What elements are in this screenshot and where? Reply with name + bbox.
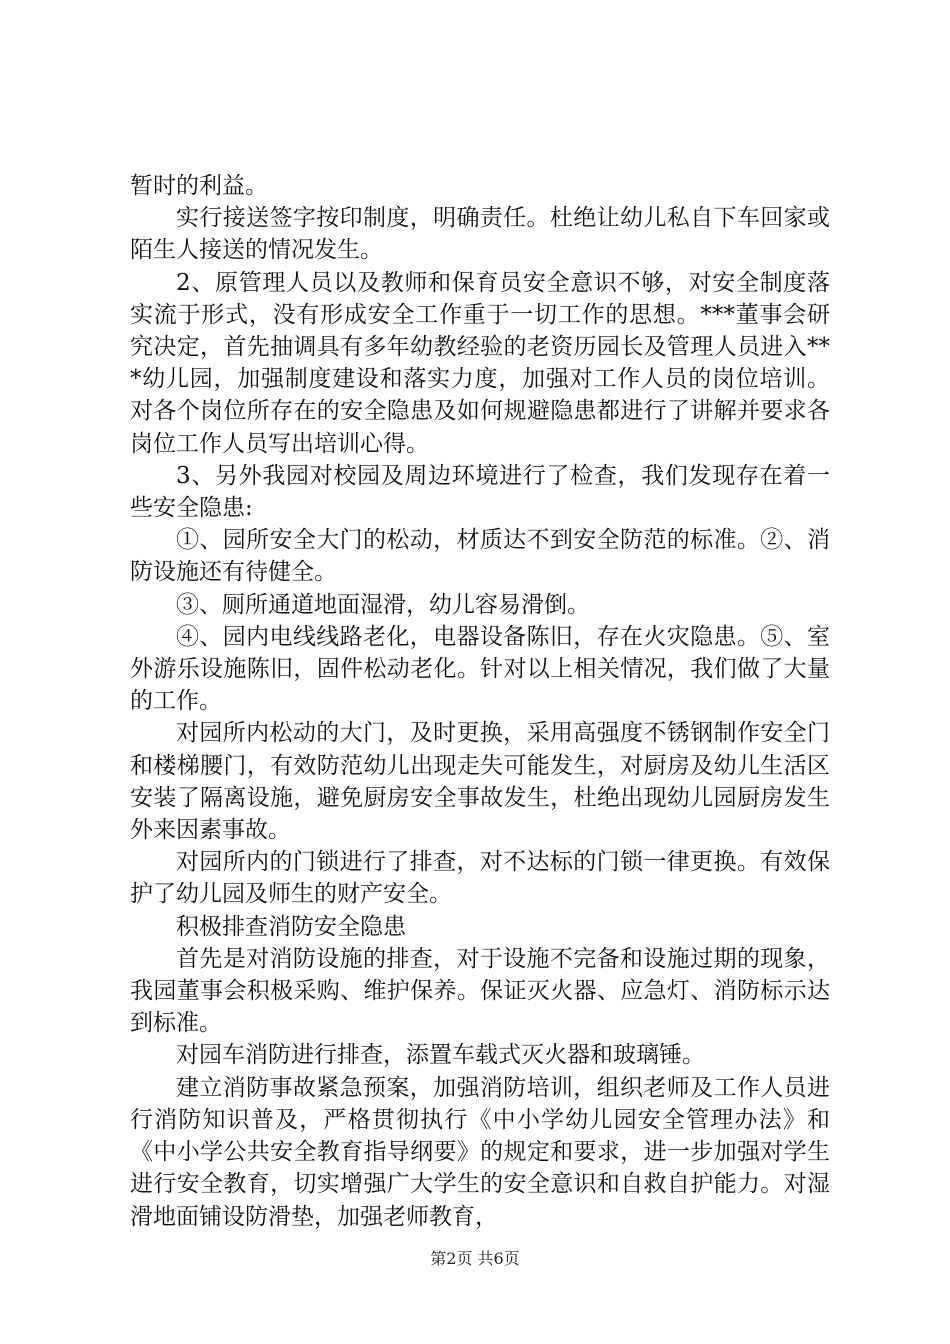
- paragraph-5: ①、园所安全大门的松动，材质达不到安全防范的标准。②、消防设施还有待健全。: [130, 527, 830, 586]
- paragraph-6: ③、厕所通道地面湿滑，幼儿容易滑倒。: [176, 591, 590, 618]
- paragraph-7: ④、园内电线线路老化，电器设备陈旧，存在火灾隐患。⑤、室外游乐设施陈旧，固件松动老化。针对以上相关情况，我们做了大量的工作。: [130, 623, 830, 715]
- page-footer: [0, 1246, 950, 1269]
- paragraph-8: 对园所内松动的大门，及时更换，采用高强度不锈钢制作安全门和楼梯腰门，有效防范幼儿出现走失可能发生，对厨房及幼儿生活区安装了隔离设施，避免厨房安全事故发生，杜绝出现幼儿园厨房发生外来因素事故。: [130, 720, 830, 844]
- paragraph-2: 实行接送签字按印制度，明确责任。杜绝让幼儿私自下车回家或陌生人接送的情况发生。: [130, 205, 830, 264]
- paragraph-9: 对园所内的门锁进行了排查，对不达标的门锁一律更换。有效保护了幼儿园及师生的财产安全。: [130, 849, 830, 908]
- paragraph-4: 3、另外我园对校园及周边环境进行了检查，我们发现存在着一些安全隐患:: [130, 462, 830, 522]
- section-heading: 积极排查消防安全隐患: [176, 913, 406, 940]
- page-number-label: 第2页 共6页: [430, 1249, 520, 1268]
- document-body: [130, 170, 830, 1233]
- paragraph-13: 建立消防事故紧急预案，加强消防培训，组织老师及工作人员进行消防知识普及，严格贯彻执行《中小学幼儿园安全管理办法》和《中小学公共安全教育指导纲要》的规定和要求，进一步加强对学生进行安全教育，切实增强广大学生的安全意识和自救自护能力。对湿滑地面铺设防滑垫，加强老师教育，: [130, 1074, 830, 1230]
- paragraph-3: 2、原管理人员以及教师和保育员安全意识不够，对安全制度落实流于形式，没有形成安全工作重于一切工作的思想。***董事会研究决定，首先抽调具有多年幼教经验的老资历园长及管理人员进入***幼儿园，加强制度建设和落实力度，加强对工作人员的岗位培训。对各个岗位所存在的安全隐患及如何规避隐患都进行了讲解并要求各岗位工作人员写出培训心得。: [130, 269, 830, 457]
- paragraph-1: 暂时的利益。: [130, 173, 268, 199]
- paragraph-12: 对园车消防进行排查，添置车载式灭火器和玻璃锤。: [176, 1042, 705, 1069]
- paragraph-11: 首先是对消防设施的排查，对于设施不完备和设施过期的现象，我园董事会积极采购、维护保养。保证灭火器、应急灯、消防标示达到标准。: [130, 945, 830, 1037]
